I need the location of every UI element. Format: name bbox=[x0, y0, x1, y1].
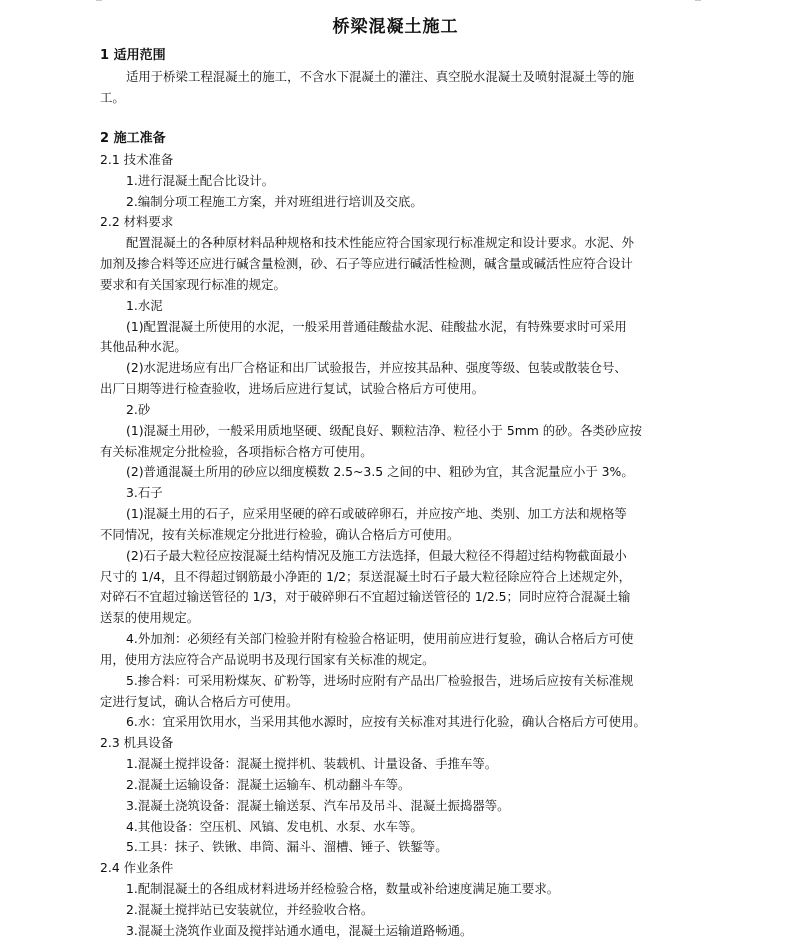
text-line: 出厂日期等进行检查验收，进场后应进行复试，试验合格后方可使用。 bbox=[100, 381, 485, 396]
text-line: (2)水泥进场应有出厂合格证和出厂试验报告，并应按其品种、强度等级、包装或散装仓号、 bbox=[126, 360, 627, 375]
text-line: 适用于桥梁工程混凝土的施工，不含水下混凝土的灌注、真空脱水混凝土及喷射混凝土等的施 bbox=[126, 69, 635, 84]
text-line: 2.编制分项工程施工方案，并对班组进行培训及交底。 bbox=[126, 194, 423, 209]
text-line: 1.混凝土搅拌设备：混凝土搅拌机、装载机、计量设备、手推车等。 bbox=[126, 756, 498, 771]
text-line: (1)配置混凝土所使用的水泥，一般采用普通硅酸盐水泥、硅酸盐水泥，有特殊要求时可采用 bbox=[126, 319, 627, 334]
text-line: 对碎石不宜超过输送管径的 1/3，对于破碎卵石不宜超过输送管径的 1/2.5；同时应符合混凝土输 bbox=[100, 589, 631, 604]
text-line: 4.外加剂：必须经有关部门检验并附有检验合格证明，使用前应进行复验，确认合格后方可使 bbox=[126, 631, 634, 646]
text-line: 2.砂 bbox=[126, 402, 151, 417]
text-line: 配置混凝土的各种原材料品种规格和技术性能应符合国家现行标准规定和设计要求。水泥、外 bbox=[126, 235, 635, 250]
text-line: 用，使用方法应符合产品说明书及现行国家有关标准的规定。 bbox=[100, 652, 435, 667]
text-line: 1.配制混凝土的各组成材料进场并经检验合格，数量或补给速度满足施工要求。 bbox=[126, 881, 560, 896]
text-line: 4.其他设备：空压机、风镐、发电机、水泵、水车等。 bbox=[126, 819, 423, 834]
text-line: 尺寸的 1/4，且不得超过钢筋最小净距的 1/2；泵送混凝土时石子最大粒径除应符合上述规定外， bbox=[100, 569, 631, 584]
text-line: 定进行复试，确认合格后方可使用。 bbox=[100, 694, 299, 709]
section-heading: 2 施工准备 bbox=[100, 131, 166, 146]
text-line: 1.进行混凝土配合比设计。 bbox=[126, 173, 275, 188]
document-title: 桥梁混凝土施工 bbox=[332, 17, 459, 37]
text-line: 3.石子 bbox=[126, 485, 163, 500]
page-corner-mark-right bbox=[695, 0, 701, 1]
text-line: (2)石子最大粒径应按混凝土结构情况及施工方法选择，但最大粒径不得超过结构物截面最小 bbox=[126, 548, 627, 563]
text-line: 5.工具：抹子、铁锹、串筒、漏斗、溜槽、锤子、铁錾等。 bbox=[126, 839, 448, 854]
text-line: 2.混凝土运输设备：混凝土运输车、机动翻斗车等。 bbox=[126, 777, 411, 792]
text-line: 2.1 技术准备 bbox=[100, 152, 174, 167]
text-line: 2.3 机具设备 bbox=[100, 735, 174, 750]
text-line: 6.水：宜采用饮用水，当采用其他水源时，应按有关标准对其进行化验，确认合格后方可使用。 bbox=[126, 714, 646, 729]
text-line: 1.水泥 bbox=[126, 298, 163, 313]
text-line: (1)混凝土用砂，一般采用质地坚硬、级配良好、颗粒洁净、粒径小于 5mm 的砂。各类砂应按 bbox=[126, 423, 642, 438]
text-line: 5.掺合料：可采用粉煤灰、矿粉等，进场时应附有产品出厂检验报告，进场后应按有关标准规 bbox=[126, 673, 634, 688]
page-corner-mark-left bbox=[96, 0, 102, 1]
text-line: 2.2 材料要求 bbox=[100, 214, 174, 229]
text-line: 其他品种水泥。 bbox=[100, 339, 187, 354]
text-line: (2)普通混凝土所用的砂应以细度模数 2.5~3.5 之间的中、粗砂为宜，其含泥量应小于 3%。 bbox=[126, 464, 634, 479]
text-line: 加剂及掺合料等还应进行碱含量检测，砂、石子等应进行碱活性检测，碱含量或碱活性应符合设计 bbox=[100, 256, 633, 271]
text-line: 送泵的使用规定。 bbox=[100, 610, 200, 625]
text-line: 要求和有关国家现行标准的规定。 bbox=[100, 277, 286, 292]
text-line: 3.混凝土浇筑设备：混凝土输送泵、汽车吊及吊斗、混凝土振捣器等。 bbox=[126, 798, 510, 813]
text-line: 不同情况，按有关标准规定分批进行检验，确认合格后方可使用。 bbox=[100, 527, 460, 542]
text-line: 2.4 作业条件 bbox=[100, 860, 174, 875]
text-line: (1)混凝土用的石子，应采用坚硬的碎石或破碎卵石，并应按产地、类别、加工方法和规格等 bbox=[126, 506, 627, 521]
section-heading: 1 适用范围 bbox=[100, 48, 166, 63]
text-line: 工。 bbox=[100, 90, 125, 105]
text-line: 有关标准规定分批检验，各项指标合格方可使用。 bbox=[100, 444, 373, 459]
text-line: 3.混凝土浇筑作业面及搅拌站通水通电，混凝土运输道路畅通。 bbox=[126, 923, 473, 938]
text-line: 2.混凝土搅拌站已安装就位，并经验收合格。 bbox=[126, 902, 374, 917]
